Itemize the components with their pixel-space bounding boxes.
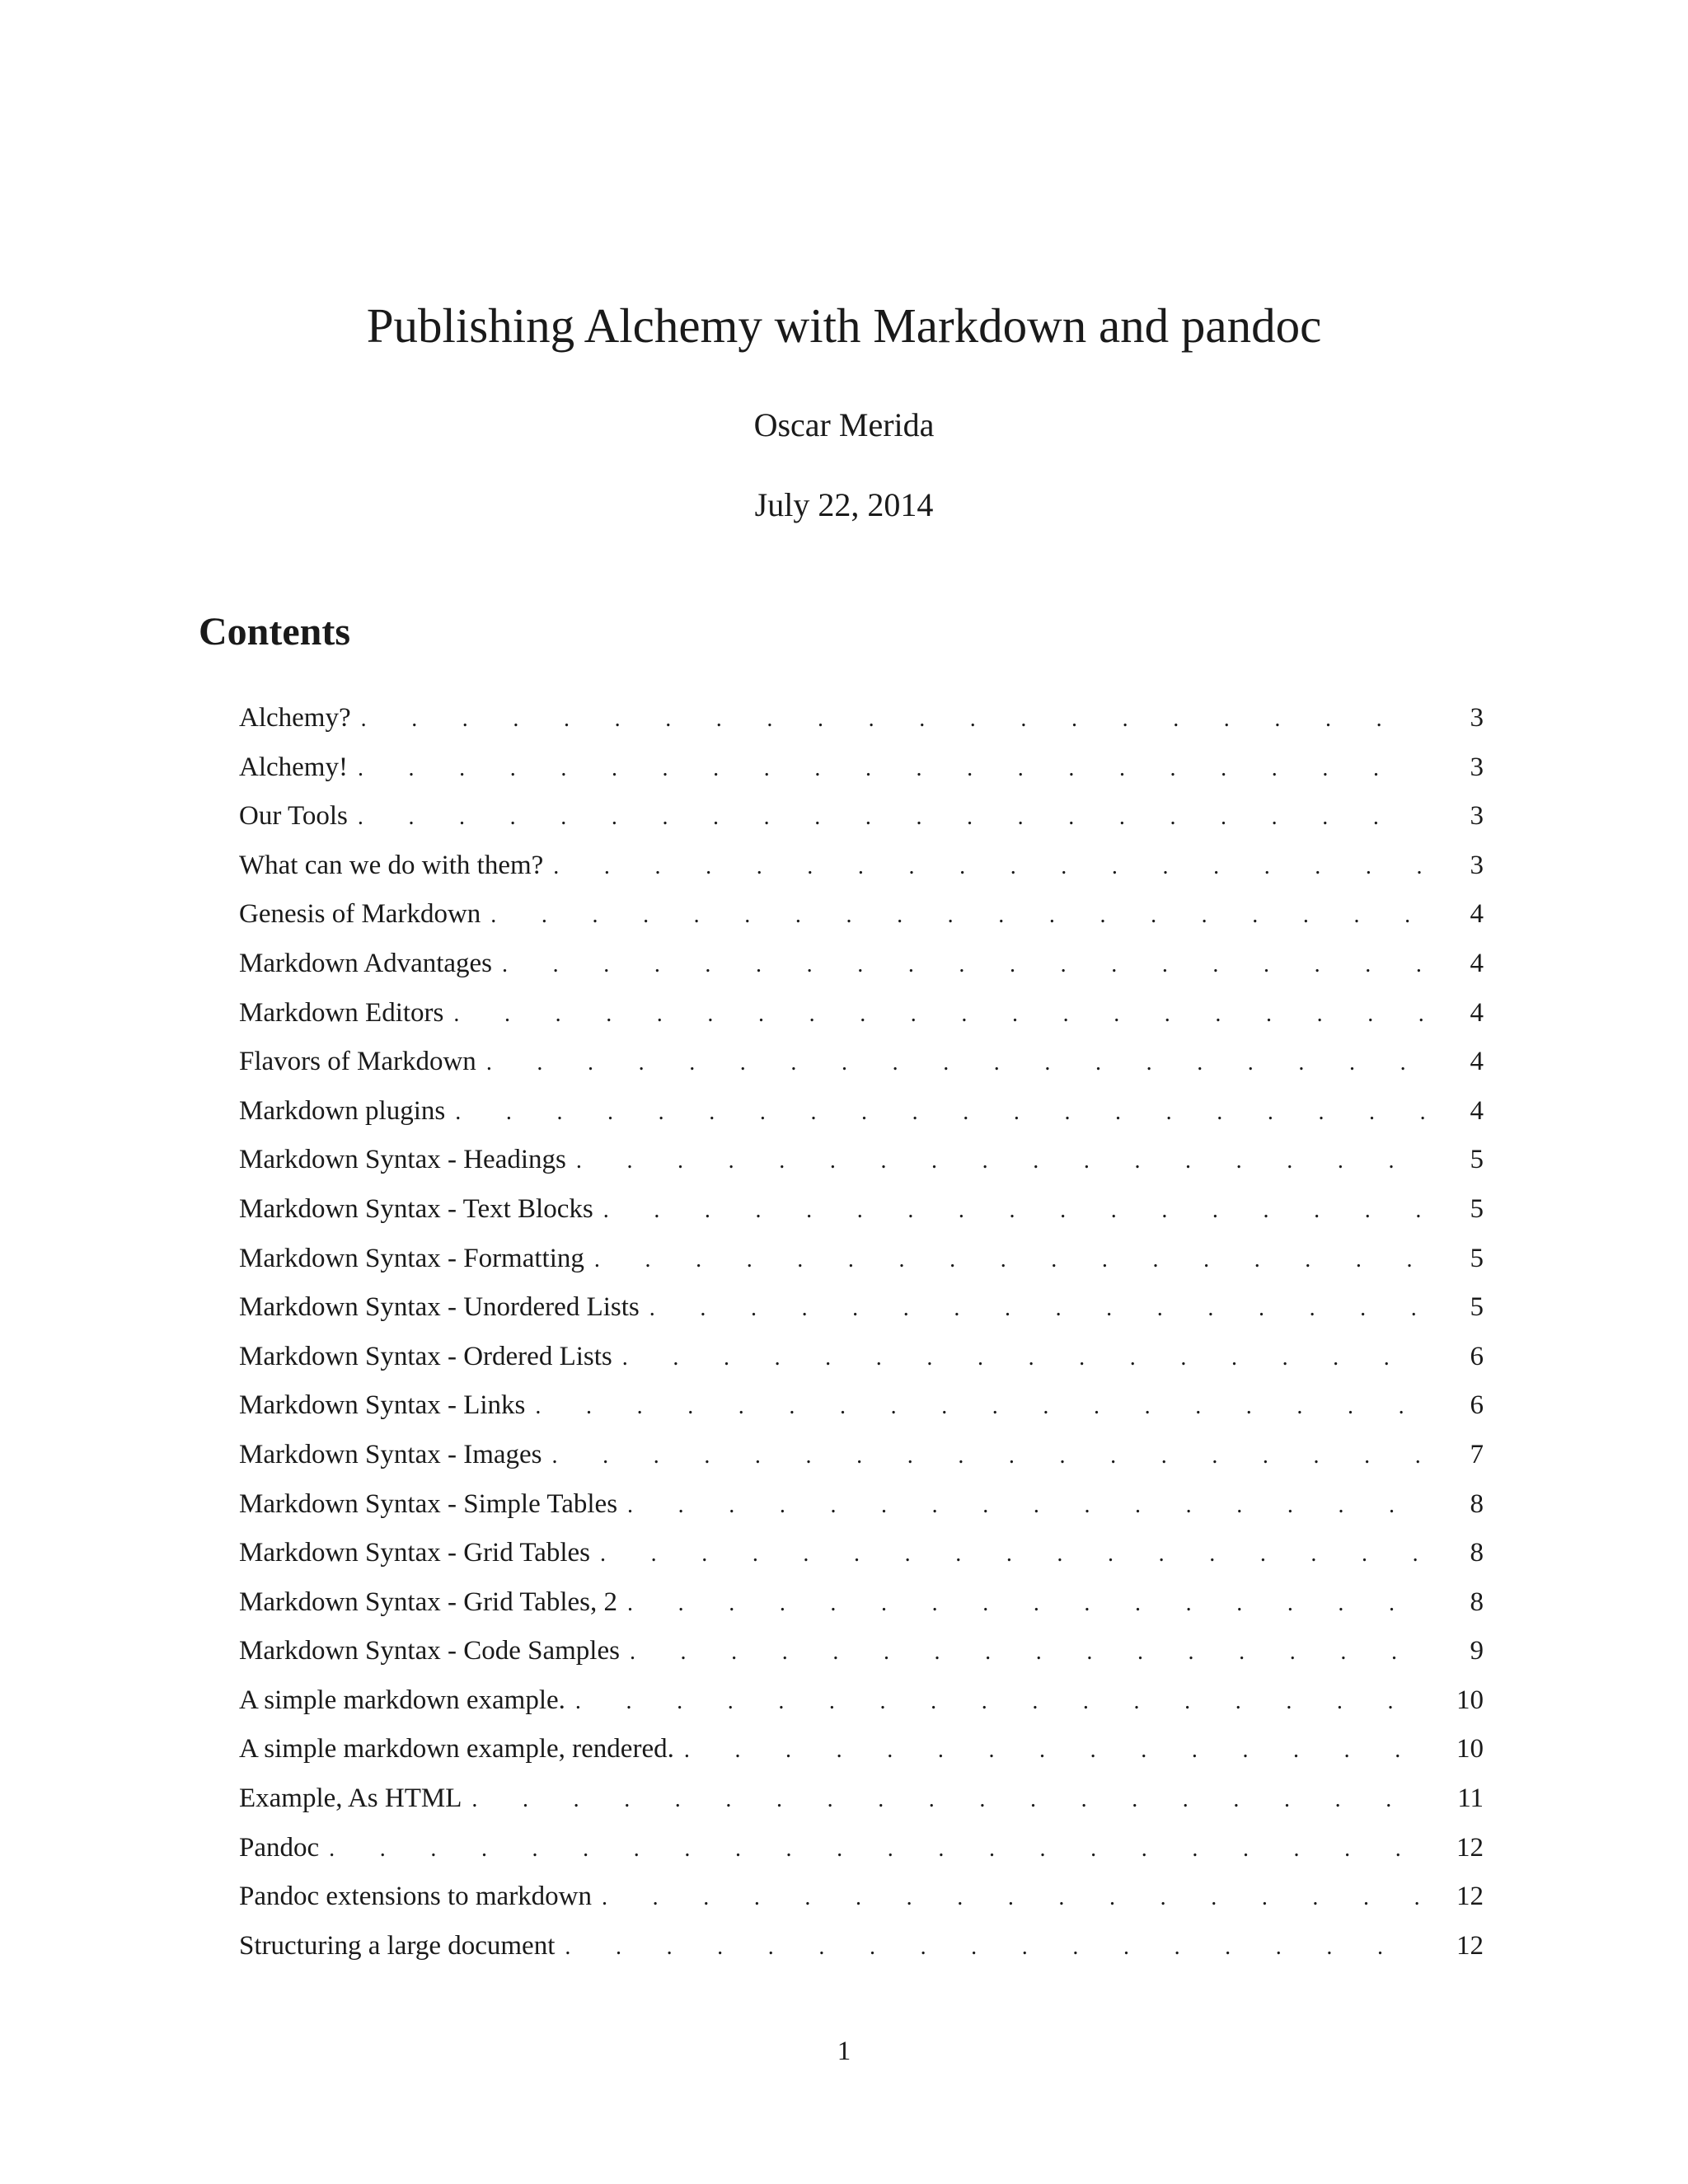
toc-entry[interactable] <box>239 1087 1484 1137</box>
toc-entry[interactable] <box>239 1872 1484 1922</box>
toc-dot-leader <box>502 940 1424 990</box>
toc-entry-title[interactable]: Markdown Syntax - Ordered Lists <box>239 1341 612 1371</box>
toc-entry-title[interactable]: What can we do with them? <box>239 850 544 880</box>
toc-entry-title[interactable]: Example, As HTML <box>239 1783 462 1814</box>
toc-entry-title[interactable]: Markdown Syntax - Simple Tables <box>239 1488 618 1519</box>
toc-dot-leader <box>455 1088 1424 1137</box>
toc-entry-title[interactable]: Markdown Editors <box>239 997 444 1028</box>
toc-entry-page[interactable]: 10 <box>1456 1734 1484 1765</box>
toc-entry[interactable] <box>239 1038 1484 1087</box>
toc-entry-page[interactable]: 8 <box>1470 1586 1484 1617</box>
toc-entry[interactable] <box>239 1235 1484 1284</box>
toc-entry-page[interactable]: 3 <box>1470 801 1484 832</box>
toc-entry-title[interactable]: Markdown Syntax - Code Samples <box>239 1636 620 1666</box>
toc-entry-title[interactable]: Markdown Syntax - Unordered Lists <box>239 1292 640 1323</box>
toc-entry[interactable] <box>239 1725 1484 1774</box>
toc-entry-page[interactable]: 6 <box>1470 1341 1484 1371</box>
toc-entry-title[interactable]: Markdown Advantages <box>239 948 493 978</box>
toc-dot-leader <box>453 990 1424 1039</box>
toc-dot-leader <box>358 793 1424 842</box>
toc-entry[interactable] <box>239 1283 1484 1333</box>
toc-entry-title[interactable]: Structuring a large document <box>239 1930 556 1961</box>
toc-dot-leader <box>627 1481 1424 1530</box>
toc-entry-title[interactable]: Markdown Syntax - Text Blocks <box>239 1193 593 1224</box>
toc-entry-title[interactable]: Markdown Syntax - Grid Tables <box>239 1538 591 1568</box>
document-date: July 22, 2014 <box>754 486 934 523</box>
toc-entry-page[interactable]: 4 <box>1470 1095 1484 1126</box>
toc-entry[interactable] <box>239 1627 1484 1676</box>
toc-entry-page[interactable]: 7 <box>1470 1439 1484 1469</box>
toc-entry[interactable] <box>239 694 1484 743</box>
document-title: Publishing Alchemy with Markdown and pandoc <box>366 298 1322 353</box>
toc-entry-page[interactable]: 11 <box>1457 1783 1484 1814</box>
toc-dot-leader <box>630 1628 1424 1677</box>
toc-entry-page[interactable]: 3 <box>1470 752 1484 782</box>
toc-entry[interactable] <box>239 1185 1484 1235</box>
toc-entry[interactable] <box>239 1381 1484 1431</box>
toc-entry-page[interactable]: 8 <box>1470 1538 1484 1568</box>
toc-entry[interactable] <box>239 1922 1484 1971</box>
toc-entry-title[interactable]: Markdown Syntax - Grid Tables, 2 <box>239 1586 618 1617</box>
toc-dot-leader <box>600 1530 1424 1579</box>
toc-entry-page[interactable]: 3 <box>1470 703 1484 733</box>
toc-dot-leader <box>535 1382 1424 1432</box>
toc-entry[interactable] <box>239 743 1484 793</box>
toc-entry[interactable] <box>239 1333 1484 1382</box>
toc-entry-page[interactable]: 5 <box>1470 1145 1484 1175</box>
toc-entry-title[interactable]: A simple markdown example. <box>239 1685 565 1715</box>
toc-entry[interactable] <box>239 989 1484 1038</box>
toc-dot-leader <box>329 1825 1424 1874</box>
toc-entry-page[interactable]: 6 <box>1470 1390 1484 1421</box>
toc-entry-title[interactable]: Markdown Syntax - Links <box>239 1390 526 1421</box>
contents-heading: Contents <box>199 610 351 654</box>
toc-dot-leader <box>575 1677 1424 1727</box>
toc-dot-leader <box>471 1775 1424 1825</box>
document-author: Oscar Merida <box>753 406 935 443</box>
toc-entry-title[interactable]: Flavors of Markdown <box>239 1047 476 1077</box>
toc-entry-page[interactable]: 8 <box>1470 1488 1484 1519</box>
toc-entry-title[interactable]: Pandoc <box>239 1832 320 1863</box>
toc-dot-leader <box>552 1432 1424 1481</box>
toc-entry-title[interactable]: Pandoc extensions to markdown <box>239 1882 593 1912</box>
toc-entry-page[interactable]: 12 <box>1456 1832 1484 1863</box>
toc-entry-page[interactable]: 12 <box>1456 1930 1484 1961</box>
toc-entry-page[interactable]: 9 <box>1470 1636 1484 1666</box>
toc-entry-page[interactable]: 5 <box>1470 1292 1484 1323</box>
toc-entry-title[interactable]: Genesis of Markdown <box>239 899 481 930</box>
toc-entry-title[interactable]: Markdown Syntax - Formatting <box>239 1243 584 1273</box>
toc-dot-leader <box>602 1873 1424 1923</box>
toc-entry-page[interactable]: 5 <box>1470 1193 1484 1224</box>
toc-dot-leader <box>649 1284 1424 1333</box>
toc-entry[interactable] <box>239 1529 1484 1578</box>
toc-entry[interactable] <box>239 1578 1484 1628</box>
toc-entry-page[interactable]: 5 <box>1470 1243 1484 1273</box>
toc-entry-title[interactable]: Our Tools <box>239 801 348 832</box>
toc-dot-leader <box>627 1579 1424 1629</box>
table-of-contents <box>239 694 1484 1971</box>
toc-entry-page[interactable]: 10 <box>1456 1685 1484 1715</box>
toc-entry-page[interactable]: 4 <box>1470 1047 1484 1077</box>
toc-entry[interactable] <box>239 1824 1484 1873</box>
toc-entry-title[interactable]: Markdown Syntax - Headings <box>239 1145 566 1175</box>
toc-entry[interactable] <box>239 1480 1484 1530</box>
toc-entry-title[interactable]: Markdown plugins <box>239 1095 446 1126</box>
toc-entry[interactable] <box>239 940 1484 989</box>
toc-dot-leader <box>486 1038 1424 1088</box>
toc-entry[interactable] <box>239 792 1484 841</box>
toc-dot-leader <box>603 1186 1424 1235</box>
toc-entry[interactable] <box>239 1431 1484 1480</box>
toc-entry[interactable] <box>239 1676 1484 1726</box>
toc-dot-leader <box>358 744 1424 794</box>
toc-dot-leader <box>594 1235 1424 1285</box>
toc-entry[interactable] <box>239 841 1484 891</box>
toc-entry-title[interactable]: Markdown Syntax - Images <box>239 1439 542 1469</box>
toc-entry[interactable] <box>239 890 1484 940</box>
toc-dot-leader <box>576 1137 1424 1186</box>
toc-entry-page[interactable]: 4 <box>1470 948 1484 978</box>
toc-dot-leader <box>553 842 1424 892</box>
toc-dot-leader <box>490 891 1424 940</box>
toc-entry-page[interactable]: 12 <box>1456 1882 1484 1912</box>
toc-dot-leader <box>361 695 1424 744</box>
toc-dot-leader <box>622 1333 1424 1383</box>
toc-entry-page[interactable]: 4 <box>1470 997 1484 1028</box>
toc-entry[interactable] <box>239 1774 1484 1824</box>
toc-entry-title[interactable]: A simple markdown example, rendered. <box>239 1734 674 1765</box>
page-number: 1 <box>837 2036 851 2066</box>
toc-dot-leader <box>684 1726 1424 1775</box>
toc-entry-page[interactable]: 3 <box>1470 850 1484 880</box>
toc-entry-page[interactable]: 4 <box>1470 899 1484 930</box>
toc-entry[interactable] <box>239 1136 1484 1185</box>
toc-dot-leader <box>565 1923 1424 1972</box>
toc-entry-title[interactable]: Alchemy? <box>239 703 351 733</box>
toc-entry-title[interactable]: Alchemy! <box>239 752 348 782</box>
